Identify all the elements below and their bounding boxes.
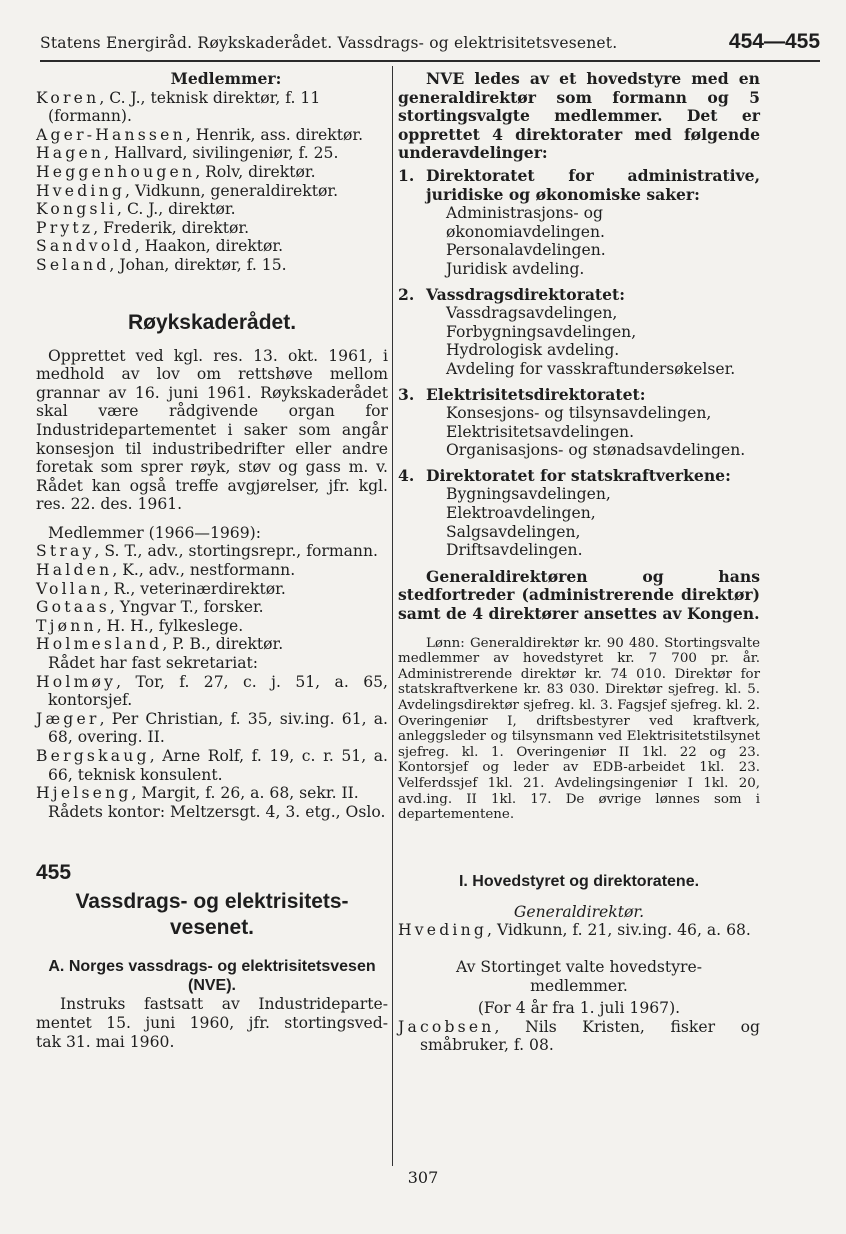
secretariat-entry: Holmøy, Tor, f. 27, c. j. 51, a. 65, kontorsjef. (36, 672, 388, 710)
directorate-number: 2. (398, 284, 415, 304)
director-general-heading: Generaldirektør. (513, 902, 645, 921)
nve-intro: NVE ledes av et hovedstyre med en generaldirektør som formann og 5 stortingsvalgte medlemmer. Det er opprettet 4 direktorater med følgende underavdelinger: (398, 69, 760, 163)
directorate-number: 1. (398, 165, 415, 185)
subunit: Organisasjons- og stønadsavdelingen. (446, 441, 746, 460)
secretariat-list (36, 673, 388, 803)
left-column (36, 70, 388, 1051)
storting-heading-line-2: medlemmer. (530, 976, 628, 995)
member-entry: Koren, C. J., teknisk direktør, f. 11 (formann). (36, 88, 321, 126)
member-entry: Halden, K., adv., nestformann. (36, 561, 296, 580)
directorate-2 (398, 286, 760, 379)
subunit: Elektroavdelingen, (446, 504, 596, 523)
section-title-line-2: vesenet. (169, 916, 255, 940)
column-divider (392, 66, 393, 1166)
directorate-title: Direktoratet for statskraftverkene: (426, 465, 731, 485)
member-entry: Hveding, Vidkunn, generaldirektør. (36, 181, 339, 200)
member-entry: Tjønn, H. H., fylkeslege. (36, 616, 244, 635)
subunit: Avdeling for vasskraftundersøkelser. (446, 359, 736, 378)
subunit: Elektrisitetsavdelingen. (446, 422, 635, 441)
directorate-3 (398, 386, 760, 460)
member-entry: Gotaas, Yngvar T., forsker. (36, 598, 264, 617)
secretariat-entry: Hjelseng, Margit, f. 26, a. 68, sekr. II. (36, 784, 359, 803)
subunit: Salgsavdelingen, (446, 522, 581, 541)
member-entry: Ager-Hanssen, Henrik, ass. direktør. (36, 125, 364, 144)
appointment-text: Generaldirektøren og hans stedfortreder (administrerende direktør) samt de 4 direktører ansettes av Kongen. (398, 566, 760, 624)
subunit: Hydrologisk avdeling. (446, 341, 620, 360)
board-section-title: I. Hovedstyret og direktoratene. (458, 872, 700, 890)
member-entry: Vollan, R., veterinærdirektør. (36, 579, 286, 598)
directorate-number: 4. (398, 465, 415, 485)
secretariat-entry: Jæger, Per Christian, f. 35, siv.ing. 61, a. 68, overing. II. (36, 709, 388, 747)
instruks-line-1: Instruks fastsatt av Industrideparte- (60, 995, 388, 1014)
subunit: Forbygningsavdelingen, (446, 322, 637, 341)
instruks-line-3: tak 31. mai 1960. (36, 1032, 175, 1051)
subunit: Administrasjons- og økonomiavdelingen. (446, 204, 605, 241)
storting-period: (For 4 år fra 1. juli 1967). (477, 999, 681, 1018)
member-entry: Prytz, Frederik, direktør. (36, 218, 250, 237)
member-entry: Heggenhougen, Rolv, direktør. (36, 162, 316, 181)
subunit: Vassdragsavdelingen, (446, 304, 618, 323)
section-title-line-1: Vassdrags- og elektrisitets- (75, 890, 349, 914)
subunit: Personalavdelingen. (446, 241, 606, 260)
member-entry: Holmesland, P. B., direktør. (36, 635, 284, 654)
subunit: Bygningsavdelingen, (446, 485, 611, 504)
page-number: 307 (407, 1168, 439, 1187)
salary-note: Lønn: Generaldirektør kr. 90 480. Stortingsvalte medlemmer av hovedstyret kr. 7 700 pr. år. Administrerende direktør kr. 74 010. Direktør for statskraftverkene kr. 83 030. Direktør sjefreg. kl. 5. Avdelingsdirektør sjefreg. kl. 3. Fagsjef sjefreg. kl. 2. Overingeniør I, driftsbestyrer ved kraftverk, anleggsleder og tilsynsmann ved Elektrisitetstilsynet sjefreg. kl. 1. Overingeniør II 1kl. 22 og 23. Kontorsjef og leder av EDB-arbeidet 1kl. 23. Velferdssjef 1kl. 21. Avdelingsingeniør I 1kl. 20, avd.ing. II 1kl. 17. De øvrige lønnes som i departementene. (398, 635, 760, 823)
subunit: Juridisk avdeling. (446, 259, 585, 278)
directorate-title: Vassdragsdirektoratet: (426, 284, 626, 304)
secretariat-heading: Rådet har fast sekretariat: (48, 654, 259, 673)
subunit: Konsesjons- og tilsynsavdelingen, (446, 404, 712, 423)
directorate-4 (398, 467, 760, 560)
nve-title-line-2: (NVE). (188, 977, 236, 995)
storting-member-entry: Jacobsen, Nils Kristen, fisker og småbruker, f. 08. (398, 1017, 760, 1055)
header-title: Statens Energiråd. Røykskaderådet. Vassdrags- og elektrisitetsvesenet. (40, 34, 618, 52)
directorate-1 (398, 167, 760, 279)
energi-members-list (36, 89, 388, 275)
directorate-title: Direktoratet for administrative, juridiske og økonomiske saker: (426, 165, 760, 204)
member-entry: Sandvold, Haakon, direktør. (36, 237, 284, 256)
nve-title-line-1: A. Norges vassdrags- og elektrisitetsvesen (48, 958, 376, 976)
secretariat-entry: Bergskaug, Arne Rolf, f. 19, c. r. 51, a. 66, teknisk konsulent. (36, 747, 388, 784)
royk-paragraph: Opprettet ved kgl. res. 13. okt. 1961, i medhold av lov om rettshøve mellom grannar av 16. juni 1961. Røykskaderådet skal være rådgivende organ for Industridepartementet i saker som angår konsesjon til industribedrifter eller andre foretak som sprer røyk, støv og gass m. v. Rådet kan også treffe avgjørelser, jfr. kgl. res. 22. des. 1961. (36, 346, 388, 514)
right-column (398, 70, 760, 1055)
section-number: 455 (36, 861, 72, 885)
office-address: Rådets kontor: Meltzersgt. 4, 3. etg., Oslo. (48, 802, 386, 821)
subunit: Driftsavdelingen. (446, 541, 583, 560)
member-entry: Seland, Johan, direktør, f. 15. (36, 255, 287, 274)
member-entry: Kongsli, C. J., direktør. (36, 200, 236, 219)
energi-members-heading: Medlemmer: (170, 69, 282, 88)
directorate-title: Elektrisitetsdirektoratet: (426, 384, 646, 404)
running-header (40, 30, 820, 62)
royk-section-title: Røykskaderådet. (127, 310, 297, 334)
header-page-range: 454—455 (728, 30, 820, 53)
storting-heading-line-1: Av Stortinget valte hovedstyre- (456, 957, 702, 976)
directorate-number: 3. (398, 384, 415, 404)
royk-members-heading: Medlemmer (1966—1969): (48, 523, 261, 542)
directorates-list (398, 167, 760, 560)
royk-members-list (36, 542, 388, 654)
instruks-line-2: mentet 15. juni 1960, jfr. stortingsved- (36, 1013, 388, 1032)
member-entry: Hagen, Hallvard, sivilingeniør, f. 25. (36, 144, 339, 163)
member-entry: Stray, S. T., adv., stortingsrepr., formann. (36, 542, 378, 561)
director-general-entry: Hveding, Vidkunn, f. 21, siv.ing. 46, a. 68. (398, 921, 751, 940)
